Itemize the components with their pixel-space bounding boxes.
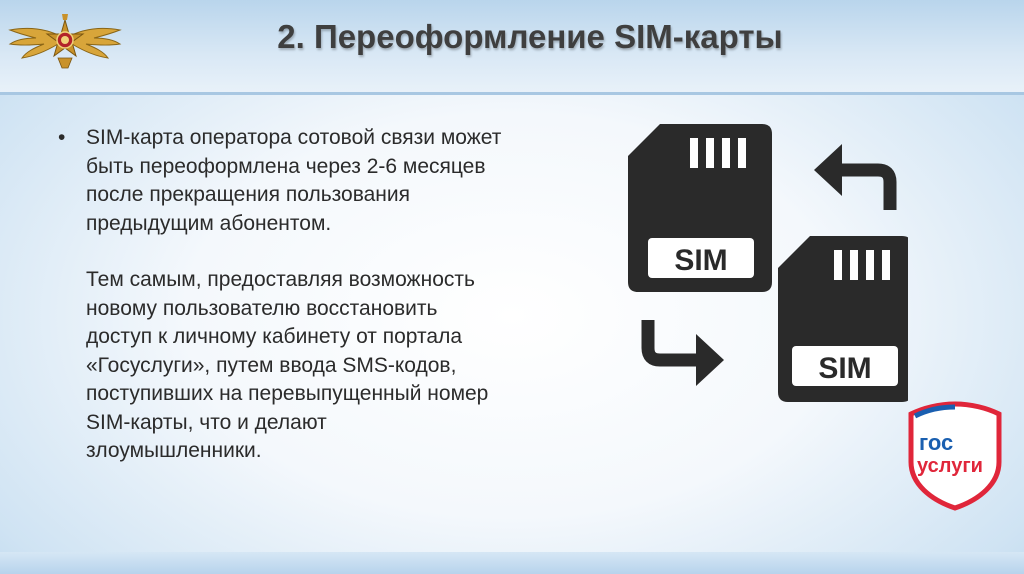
sim-label-1: SIM (674, 244, 728, 277)
slide-body (58, 124, 618, 466)
sim-label-2: SIM (818, 352, 872, 385)
sim-card-front-icon (778, 236, 908, 402)
arrow-head-left-icon (814, 144, 842, 196)
arrow-return-right-icon (648, 320, 704, 360)
footer-band (0, 552, 1024, 574)
logo-text-gos: гос (919, 430, 954, 455)
logo-text-uslugi: услуги (917, 455, 983, 477)
bullet-marker: • (58, 126, 66, 149)
sim-card-back-icon (628, 124, 772, 292)
body-paragraph-1: SIM-карта оператора сотовой связи может быть переоформлена через 2-6 месяцев после прекращения пользования предыдущим абонентом. (86, 126, 502, 235)
police-emblem-icon (6, 8, 124, 74)
header-divider (0, 92, 1024, 95)
slide-title: 2. Переоформление SIM-карты (277, 18, 783, 55)
body-paragraph-2: Тем самым, предоставляя возможность новому пользователю восстановить доступ к личному кабинету от портала «Госуслуги», путем ввода SMS-кодов, поступивших на перевыпущенный номер SIM-карты, что и делают злоумышленники. (86, 268, 489, 462)
sim-swap-illustration (628, 124, 908, 404)
arrow-head-right-icon (696, 334, 724, 386)
gosuslugi-logo (905, 400, 1005, 512)
bullet-item (58, 124, 618, 466)
